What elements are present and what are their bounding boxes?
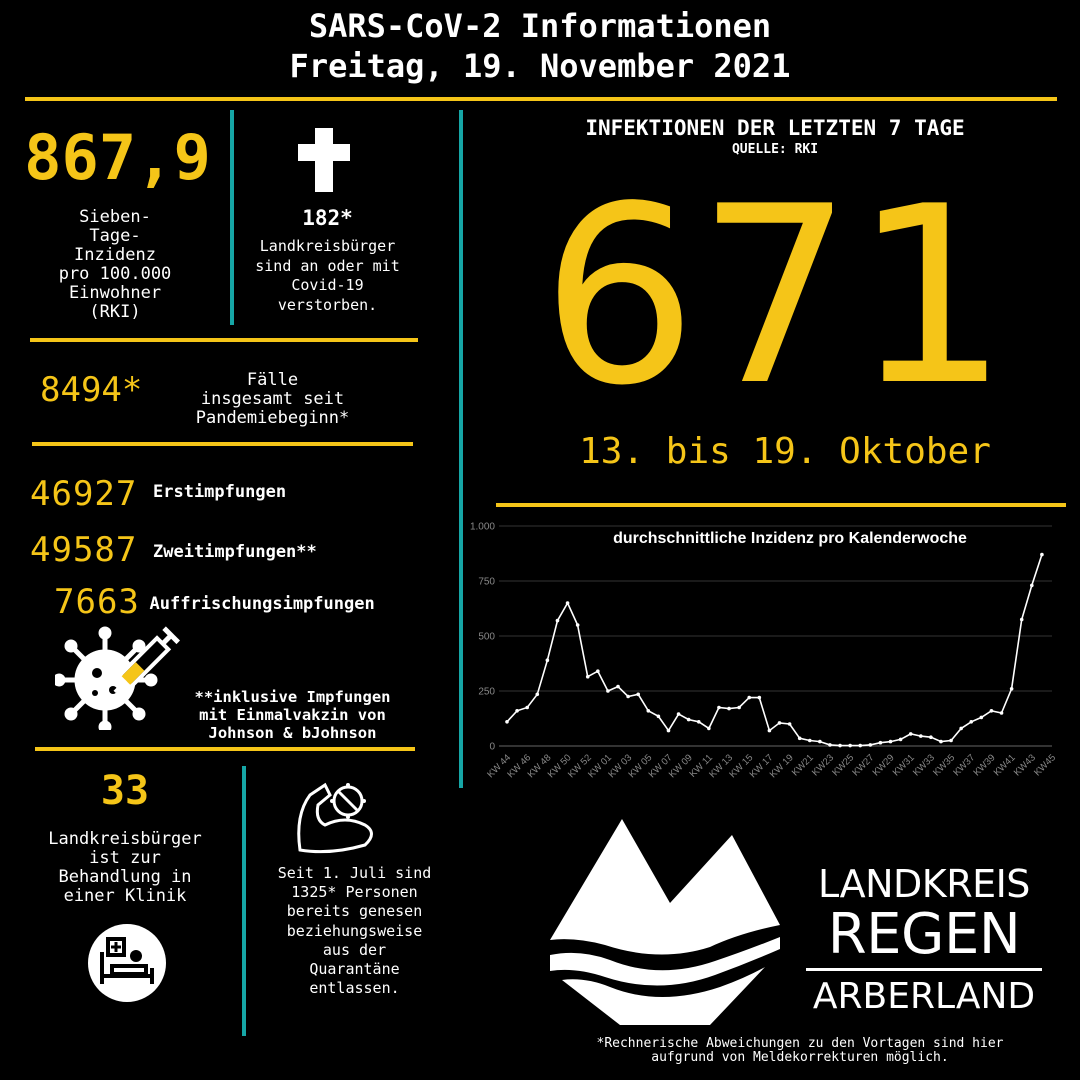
chart-x-tick-label: KW 03	[606, 752, 635, 781]
chart-y-tick-label: 750	[478, 576, 495, 588]
divider-3	[35, 747, 415, 751]
chart-x-tick-label: KW 05	[626, 752, 655, 781]
chart-data-point	[838, 744, 842, 748]
chart-data-point	[505, 720, 509, 724]
chart-data-point	[566, 601, 570, 605]
chart-data-point	[818, 740, 822, 744]
chart-x-tick-label: KW39	[971, 752, 998, 779]
recovered-label-line: bereits genesen	[286, 902, 423, 921]
chart-data-point	[677, 712, 681, 716]
chart-x-tick-label: KW 52	[565, 752, 594, 781]
chart-y-tick-label: 1.000	[469, 521, 495, 533]
footnote-line: aufgrund von Meldekorrekturen möglich.	[651, 1050, 949, 1065]
footnote-line: *Rechnerische Abweichungen zu den Vortagen sind hier	[596, 1036, 1004, 1051]
deaths-label	[240, 237, 415, 315]
chart-data-point	[768, 729, 772, 733]
cross-icon	[298, 128, 350, 196]
chart-x-tick-label: KW23	[810, 752, 837, 779]
chart-data-point	[737, 706, 741, 710]
chart-title: durchschnittliche Inzidenz pro Kalenderwoche	[613, 530, 967, 547]
vaccine-note-line: mit Einmalvakzin von	[199, 706, 386, 724]
strong-arm-virus-icon	[290, 775, 380, 864]
chart-x-tick-label: KW 44	[485, 752, 514, 781]
divider-incidence-deaths	[230, 110, 234, 325]
vaccination-row-1	[30, 474, 286, 514]
chart-x-tick-label: KW27	[850, 752, 877, 779]
infections-source: QUELLE: RKI	[731, 142, 819, 157]
chart-y-tick-label: 250	[478, 686, 495, 698]
first-vaccination-value: 46927	[30, 474, 138, 514]
chart-x-tick-label: KW29	[870, 752, 897, 779]
chart-data-point	[546, 658, 550, 662]
chart-data-point	[959, 727, 963, 731]
header-divider	[25, 97, 1057, 101]
chart-data-point	[879, 741, 883, 745]
chart-data-point	[707, 727, 711, 731]
chart-data-point	[1010, 687, 1014, 691]
chart-data-point	[667, 729, 671, 733]
incidence-label-line: Einwohner	[68, 283, 162, 303]
incidence-label-line: Inzidenz	[74, 245, 156, 265]
chart-data-point	[980, 716, 984, 720]
deaths-value: 182*	[302, 206, 353, 230]
total-cases-label-line: Fälle	[246, 370, 299, 390]
hospital-value: 33	[100, 768, 150, 814]
incidence-chart-svg	[462, 512, 1067, 802]
chart-x-tick-label: KW 15	[727, 752, 756, 781]
infections-heading: INFEKTIONEN DER LETZTEN 7 TAGE	[585, 116, 965, 140]
chart-data-point	[889, 740, 893, 744]
second-vaccination-label: Zweitimpfungen**	[153, 542, 317, 562]
footnote	[520, 1037, 1080, 1065]
hospital-label-line: einer Klinik	[63, 886, 187, 906]
chart-x-tick-label: KW 11	[687, 752, 715, 780]
incidence-label	[20, 208, 210, 322]
chart-data-point	[727, 707, 731, 711]
chart-data-point	[949, 739, 953, 743]
deaths-label-line: Covid-19	[291, 276, 364, 294]
incidence-label-line: Sieben-	[79, 207, 151, 227]
chart-x-tick-label: KW 01	[586, 752, 615, 781]
chart-x-tick-label: KW35	[931, 752, 958, 779]
chart-data-point	[758, 696, 762, 700]
chart-x-tick-label: KW 50	[545, 752, 574, 781]
chart-x-tick-label: KW43	[1011, 752, 1038, 779]
incidence-chart	[462, 512, 1067, 806]
logo-line-2: REGEN	[827, 902, 1021, 967]
chart-data-point	[525, 706, 529, 710]
chart-x-tick-label: KW 07	[646, 752, 675, 781]
logo-text	[800, 862, 1048, 1017]
chart-y-tick-label: 0	[489, 741, 495, 753]
chart-data-point	[919, 734, 923, 738]
divider-2	[32, 442, 413, 446]
incidence-label-line: pro 100.000	[58, 264, 172, 284]
booster-vaccination-value: 7663	[54, 582, 140, 622]
hospital-bed-icon	[86, 922, 168, 1008]
logo-divider	[806, 968, 1042, 971]
recovered-label-line: aus der	[322, 940, 387, 959]
chart-data-point	[1020, 618, 1024, 622]
chart-x-tick-label: KW 19	[767, 752, 796, 781]
chart-data-point	[1030, 584, 1034, 588]
chart-x-tick-label: KW 46	[505, 752, 534, 781]
chart-data-point	[969, 720, 973, 724]
booster-vaccination-label: Auffrischungsimpfungen	[149, 594, 375, 614]
deaths-label-line: sind an oder mit	[255, 256, 400, 275]
chart-x-tick-label: KW31	[890, 752, 917, 779]
divider-chart	[496, 503, 1066, 507]
logo-line-3: ARBERLAND	[812, 976, 1036, 1017]
chart-data-point	[1040, 553, 1044, 557]
recovered-label-line: Seit 1. Juli sind	[277, 864, 432, 882]
hospital-label-line: Behandlung in	[58, 867, 192, 887]
chart-data-point	[535, 693, 539, 697]
recovered-label-line: Quarantäne	[309, 960, 400, 979]
chart-data-point	[515, 709, 519, 713]
chart-data-point	[576, 623, 580, 627]
chart-x-tick-label: KW 09	[666, 752, 695, 781]
total-cases-label-line: insgesamt seit	[200, 389, 345, 409]
vaccine-note-line: **inklusive Impfungen	[194, 688, 391, 706]
total-cases-label	[165, 371, 380, 428]
infections-range: 13. bis 19. Oktober	[579, 431, 991, 472]
page-title	[0, 6, 1080, 86]
chart-y-tick-label: 500	[478, 631, 495, 643]
chart-data-point	[1000, 711, 1004, 715]
incidence-value: 867,9	[24, 121, 211, 194]
chart-data-point	[788, 722, 792, 726]
title-line-1: SARS-CoV-2 Informationen	[308, 7, 772, 45]
chart-data-point	[596, 669, 600, 673]
chart-series-line	[507, 555, 1042, 746]
chart-x-tick-label: KW25	[830, 752, 857, 779]
title-line-2: Freitag, 19. November 2021	[289, 47, 791, 85]
chart-data-point	[606, 689, 610, 693]
chart-data-point	[646, 709, 650, 713]
hospital-label	[40, 830, 210, 906]
recovered-label-line: entlassen.	[309, 979, 400, 998]
chart-data-point	[798, 737, 802, 741]
first-vaccination-label: Erstimpfungen	[153, 482, 287, 502]
chart-data-point	[828, 743, 832, 747]
chart-x-tick-label: KW21	[789, 752, 816, 779]
logo-line-1: LANDKREIS	[818, 862, 1030, 906]
chart-x-tick-label: KW41	[991, 752, 1018, 779]
chart-data-point	[858, 744, 862, 748]
incidence-label-line: (RKI)	[89, 302, 141, 322]
total-cases-value: 8494*	[40, 370, 143, 410]
chart-x-tick-label: KW 48	[525, 752, 554, 781]
chart-data-point	[717, 706, 721, 710]
chart-data-point	[990, 709, 994, 713]
chart-data-point	[697, 720, 701, 724]
hospital-label-line: Landkreisbürger	[48, 829, 202, 849]
chart-data-point	[636, 693, 640, 697]
chart-data-point	[556, 619, 560, 623]
chart-x-tick-label: KW33	[910, 752, 938, 779]
chart-data-point	[909, 732, 913, 736]
chart-data-point	[929, 735, 933, 739]
chart-data-point	[657, 715, 661, 719]
vaccination-row-2	[30, 530, 317, 570]
incidence-label-line: Tage-	[89, 226, 141, 246]
chart-data-point	[869, 743, 873, 747]
chart-data-point	[626, 695, 630, 699]
chart-x-tick-label: KW37	[951, 752, 978, 779]
total-cases-label-line: Pandemiebeginn*	[195, 408, 350, 428]
recovered-label-line: beziehungsweise	[286, 921, 423, 940]
recovered-label-line: 1325* Personen	[291, 883, 418, 902]
chart-data-point	[899, 738, 903, 742]
infections-value: 671	[541, 154, 1009, 439]
vaccine-note	[170, 688, 415, 742]
recovered-label	[262, 864, 447, 998]
second-vaccination-value: 49587	[30, 530, 138, 570]
chart-data-point	[939, 740, 943, 744]
chart-data-point	[778, 721, 782, 725]
hospital-label-line: ist zur	[89, 848, 161, 868]
chart-data-point	[586, 675, 590, 679]
chart-data-point	[747, 696, 751, 700]
chart-data-point	[616, 685, 620, 689]
chart-x-tick-label: KW 17	[747, 752, 776, 781]
deaths-label-line: verstorben.	[277, 295, 378, 314]
chart-x-tick-label: KW45	[1032, 752, 1059, 779]
divider-hospital-recovered	[242, 766, 246, 1036]
chart-data-point	[808, 739, 812, 743]
landkreis-logo-icon	[550, 815, 780, 1029]
vaccine-note-line: Johnson & bJohnson	[208, 724, 377, 742]
virus-syringe-icon	[55, 615, 185, 734]
deaths-label-line: Landkreisbürger	[259, 237, 396, 255]
divider-1	[30, 338, 418, 342]
chart-x-tick-label: KW 13	[707, 752, 736, 781]
chart-data-point	[687, 718, 691, 722]
chart-data-point	[848, 744, 852, 748]
